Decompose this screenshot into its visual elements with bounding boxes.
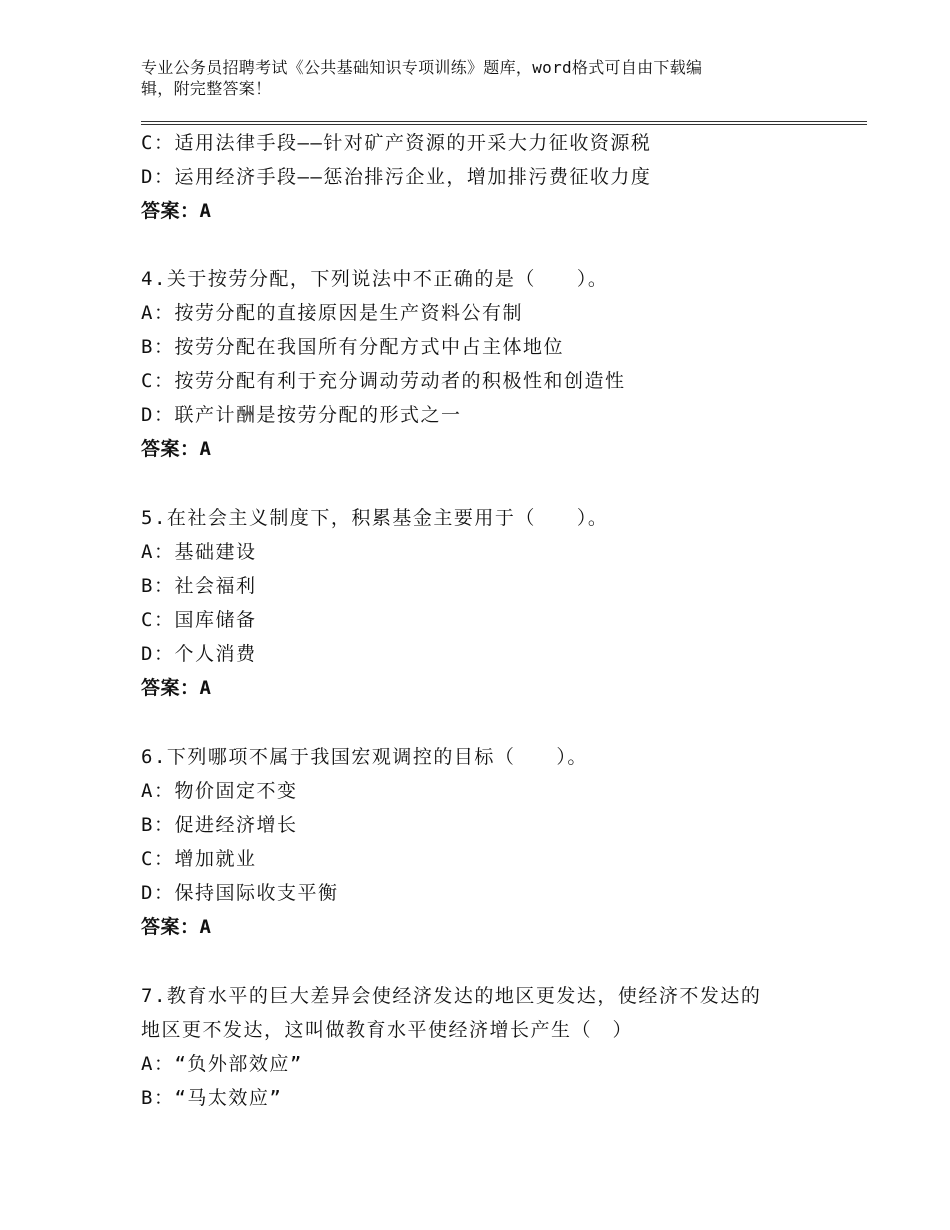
- header-note-line-2: 辑，附完整答案！: [141, 79, 272, 98]
- question-stem: 4.关于按劳分配，下列说法中不正确的是（ ）。: [141, 268, 609, 290]
- answer-label: 答案：A: [141, 677, 212, 699]
- option-d: D：运用经济手段——惩治排污企业，增加排污费征收力度: [141, 166, 652, 188]
- option-b: B：社会福利: [141, 575, 257, 597]
- option-a: A：“负外部效应”: [141, 1053, 303, 1075]
- answer-label: 答案：A: [141, 438, 212, 460]
- option-d: D：联产计酬是按劳分配的形式之一: [141, 404, 462, 426]
- question-stem: 6.下列哪项不属于我国宏观调控的目标（ ）。: [141, 746, 588, 768]
- option-c: C：增加就业: [141, 848, 257, 870]
- option-b: B：促进经济增长: [141, 814, 298, 836]
- option-a: A：按劳分配的直接原因是生产资料公有制: [141, 302, 523, 324]
- header-rule-bottom: [141, 124, 867, 125]
- question-stem: 5.在社会主义制度下，积累基金主要用于（ ）。: [141, 507, 609, 529]
- question-stem-line-2: 地区更不发达，这叫做教育水平使经济增长产生（ ）: [141, 1019, 634, 1041]
- header-note-line-1: 专业公务员招聘考试《公共基础知识专项训练》题库，word格式可自由下载编: [141, 58, 703, 77]
- option-c: C：国库储备: [141, 609, 257, 631]
- option-b: B：按劳分配在我国所有分配方式中占主体地位: [141, 336, 564, 358]
- header-rule-top: [141, 121, 867, 122]
- question-stem-line-1: 7.教育水平的巨大差异会使经济发达的地区更发达，使经济不发达的: [141, 985, 762, 1007]
- answer-label: 答案：A: [141, 916, 212, 938]
- option-a: A：物价固定不变: [141, 780, 298, 802]
- option-d: D：个人消费: [141, 643, 257, 665]
- header-note: [141, 57, 821, 99]
- answer-label: 答案：A: [141, 200, 212, 222]
- option-d: D：保持国际收支平衡: [141, 882, 339, 904]
- option-a: A：基础建设: [141, 541, 257, 563]
- option-b: B：“马太效应”: [141, 1087, 283, 1109]
- option-c: C：适用法律手段——针对矿产资源的开采大力征收资源税: [141, 132, 652, 154]
- option-c: C：按劳分配有利于充分调动劳动者的积极性和创造性: [141, 370, 626, 392]
